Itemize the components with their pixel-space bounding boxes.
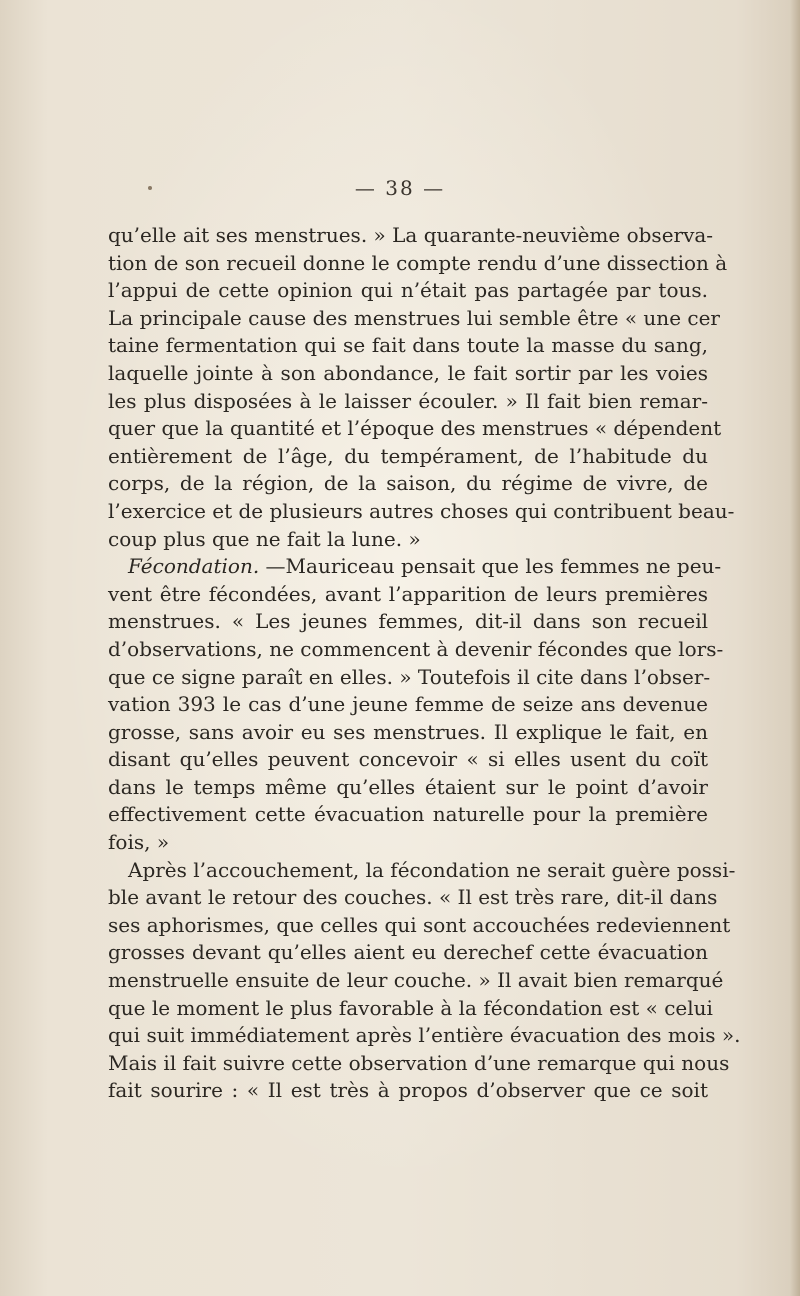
text-line: corps, de la région, de la saison, du régime de vivre, de	[108, 471, 708, 496]
text-line: qui suit immédiatement après l’entière évacuation des mois ».	[108, 1023, 741, 1048]
text-line: l’appui de cette opinion qui n’était pas partagée par tous.	[108, 278, 708, 303]
text-line: quer que la quantité et l’époque des menstrues « dépendent	[108, 416, 722, 441]
text-line: d’observations, ne commencent à devenir fécondes que lors-	[108, 636, 724, 661]
text-line: tion de son recueil donne le compte rendu d’une dissection à	[108, 250, 728, 275]
text-line: Après l’accouchement, la fécondation ne serait guère possi-	[128, 857, 736, 882]
text-fragment: —Mauriceau pensait que les femmes ne peu-	[265, 554, 722, 579]
fecondation-paragraph-start	[108, 553, 722, 581]
text-line: les plus disposées à le laisser écouler. » Il fait bien remar-	[108, 388, 708, 413]
body-text	[108, 222, 741, 1105]
text-line: laquelle jointe à son abondance, le fait sortir par les voies	[108, 360, 708, 385]
text-line: que ce signe paraît en elles. » Toutefois il cite dans l’obser-	[108, 664, 711, 689]
text-line: menstrues. « Les jeunes femmes, dit-il dans son recueil	[108, 609, 708, 634]
text-line: effectivement cette évacuation naturelle pour la première	[108, 802, 708, 827]
text-line: La principale cause des menstrues lui semble être « une cer	[108, 305, 720, 330]
text-line: vent être fécondées, avant l’apparition de leurs premières	[108, 581, 708, 606]
text-line: ble avant le retour des couches. « Il est très rare, dit-il dans	[108, 885, 718, 910]
text-line: dans le temps même qu’elles étaient sur le point d’avoir	[108, 774, 708, 799]
text-line: fait sourire : « Il est très à propos d’observer que ce soit	[108, 1078, 708, 1103]
text-line: entièrement de l’âge, du tempérament, de l’habitude du	[108, 443, 708, 468]
text-line: vation 393 le cas d’une jeune femme de seize ans devenue	[108, 692, 708, 717]
page-number: — 38 —	[354, 176, 446, 200]
text-line: que le moment le plus favorable à la fécondation est « celui	[108, 995, 713, 1020]
text-line: ses aphorismes, que celles qui sont accouchées redeviennent	[108, 912, 731, 937]
text-line: Mais il fait suivre cette observation d’une remarque qui nous	[108, 1050, 730, 1075]
text-line: disant qu’elles peuvent concevoir « si elles usent du coït	[108, 747, 708, 772]
section-heading-fecondation: Fécondation.	[128, 554, 260, 579]
text-line: fois, »	[108, 830, 170, 855]
text-line: coup plus que ne fait la lune. »	[108, 526, 421, 551]
text-line: menstruelle ensuite de leur couche. » Il avait bien remarqué	[108, 968, 724, 993]
text-line: grosses devant qu’elles aient eu derechef cette évacuation	[108, 940, 708, 965]
text-line: taine fermentation qui se fait dans toute la masse du sang,	[108, 333, 708, 358]
text-line: grosse, sans avoir eu ses menstrues. Il explique le fait, en	[108, 719, 708, 744]
text-line: qu’elle ait ses menstrues. » La quarante-neuvième observa-	[108, 223, 714, 247]
text-line: l’exercice et de plusieurs autres choses qui contribuent beau-	[108, 498, 735, 523]
